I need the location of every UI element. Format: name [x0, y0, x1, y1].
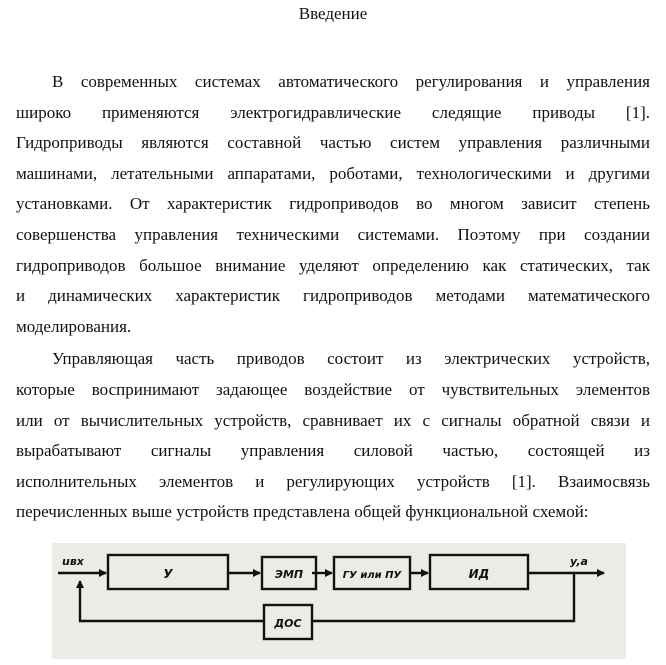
block-gu-label: ГУ или ПУ [342, 570, 402, 581]
text-line: исполнительных элементов и регулирующих устройств [1]. Взаимосвязь [16, 471, 650, 491]
text-line: моделирования. [16, 316, 132, 336]
text-line: и динамических характеристик гидроприводов методами математического [16, 286, 650, 306]
text-line: Гидроприводы являются составной частью систем управления различными [16, 133, 650, 153]
text-line: машинами, летательными аппаратами, роботами, технологическими и другими [16, 163, 650, 183]
block-dos-label: ДОС [274, 617, 302, 630]
text-line: или от вычислительных устройств, сравнивает их с сигналы обратной связи и [16, 410, 650, 430]
block-emp-label: ЭМП [274, 568, 304, 581]
text-line: совершенства управления техническими системами. Поэтому при создании [16, 224, 650, 244]
text-line: гидроприводов большое внимание уделяют определению как статических, так [16, 255, 650, 275]
input-label: uвх [62, 555, 84, 568]
document-body [16, 67, 650, 528]
text-line: перечисленных выше устройств представлена общей функциональной схемой: [16, 502, 589, 522]
page-title: Введение [298, 4, 368, 23]
functional-diagram [52, 543, 626, 659]
text-line: Управляющая часть приводов состоит из электрических устройств, [52, 349, 650, 369]
text-line: которые воспринимают задающее воздействие от чувствительных элементов [16, 379, 650, 399]
output-label: y,a [570, 555, 588, 568]
text-line: вырабатывают сигналы управления силовой частью, состоящей из [16, 441, 650, 461]
paragraph-1 [16, 67, 650, 342]
text-line: широко применяются электрогидравлические следящие приводы [1]. [16, 102, 650, 122]
text-line: В современных системах автоматического регулирования и управления [52, 72, 650, 91]
block-u-label: У [163, 567, 173, 581]
block-id-label: ИД [468, 567, 490, 581]
paragraph-2 [16, 344, 650, 528]
text-line: установками. От характеристик гидроприводов во многом зависит степень [16, 194, 650, 214]
diagram-svg [52, 543, 626, 659]
